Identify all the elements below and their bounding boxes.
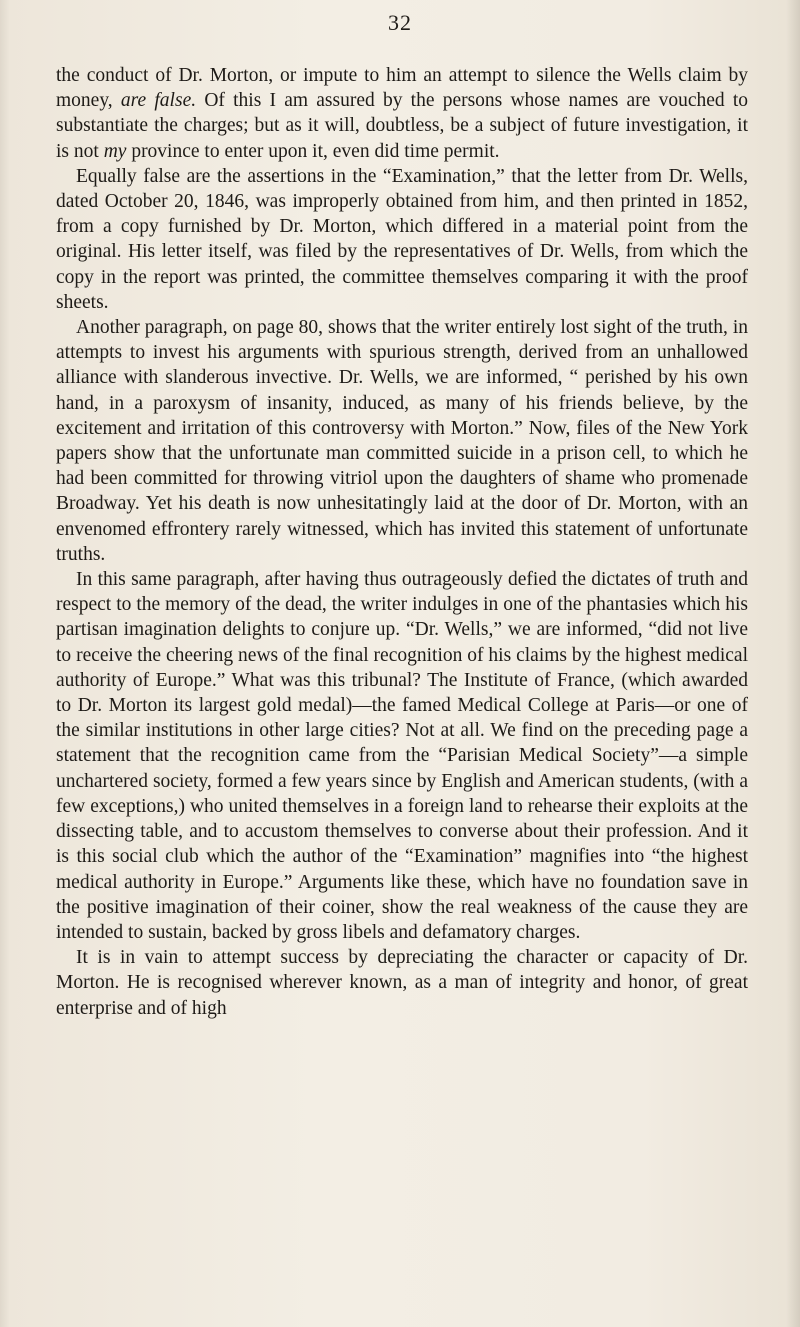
text-run: the conduct of Dr. Morton, or impute to him an attempt to silence the Wells claim by money, xyxy=(56,65,748,112)
page-number: 32 xyxy=(388,10,412,35)
text-run: Of this I am assured by the persons whose names are vouched to substantiate the charges; but as it will, doubtless, be a subject of future investigation, it is not xyxy=(56,90,749,162)
paragraph-2 xyxy=(56,164,748,315)
italic-text: my xyxy=(103,140,127,162)
text-run: Equally false are the assertions in the “Examination,” that the letter from Dr. Wells, dated October 20, 1846, was improperly obtained from him, and then printed in 1852, from a copy furnished by Dr. Morton, which differed in a material point from the original. His letter itself, was filed by the representatives of Dr. Wells, from which the copy in the report was printed, the committee themselves comparing it with the proof sheets. xyxy=(56,165,748,313)
text-run: Another paragraph, on page 80, shows that the writer entirely lost sight of the truth, in attempts to invest his arguments with spurious strength, derived from an unhallowed alliance with slanderous invective. Dr. Wells, we are informed, “ perished by his own hand, in a paroxysm of insanity, induced, as many of his friends believe, by the excitement and irritation of this controversy with Morton.” Now, files of the New York papers show that the unfortunate man committed suicide in a prison cell, to which he had been committed for throwing vitriol upon the daughters of shame who promenade Broadway. Yet his death is now unhesitatingly laid at the door of Dr. Morton, with an envenomed effrontery rarely witnessed, which has invited this statement of unfortunate truths. xyxy=(56,317,748,565)
gutter-shadow xyxy=(0,0,10,1327)
text-run: In this same paragraph, after having thus outrageously defied the dictates of truth and respect to the memory of the dead, the writer indulges in one of the phantasies which his partisan imagination delights to conjure up. “Dr. Wells,” we are informed, “did not live to receive the cheering news of the final recognition of his claims by the highest medical authority of Europe.” What was this tribunal? The Institute of France, (which awarded to Dr. Morton its largest gold medal)—the famed Medical College at Paris—or one of the similar institutions in other large cities? Not at all. We find on the preceding page a statement that the recognition came from the “Parisian Medical Society”—a simple unchartered society, formed a few years since by English and American students, (with a few exceptions,) who united themselves in a foreign land to rehearse their exploits at the dissecting table, and to accustom themselves to converse about their profession. And it is this social club which the author of the “Examination” magnifies into “the highest medical authority in Europe.” Arguments like these, which have no foundation save in the positive imagination of their coiner, show the real weakness of the cause they are intended to sustain, backed by gross libels and defamatory charges. xyxy=(56,569,748,943)
page-edge-shadow xyxy=(786,0,800,1327)
text-run: province to enter upon it, even did time permit. xyxy=(126,140,500,162)
text-run: It is in vain to attempt success by depreciating the character or capacity of Dr. Morton. He is recognised wherever known, as a man of integrity and honor, of great enterprise and of high xyxy=(56,947,748,1019)
body-text xyxy=(56,63,748,1021)
italic-text: are false. xyxy=(120,90,197,112)
paragraph-4 xyxy=(56,567,748,945)
paragraph-5 xyxy=(56,945,748,1021)
paragraph-3 xyxy=(56,315,748,567)
paragraph-1 xyxy=(56,63,748,164)
